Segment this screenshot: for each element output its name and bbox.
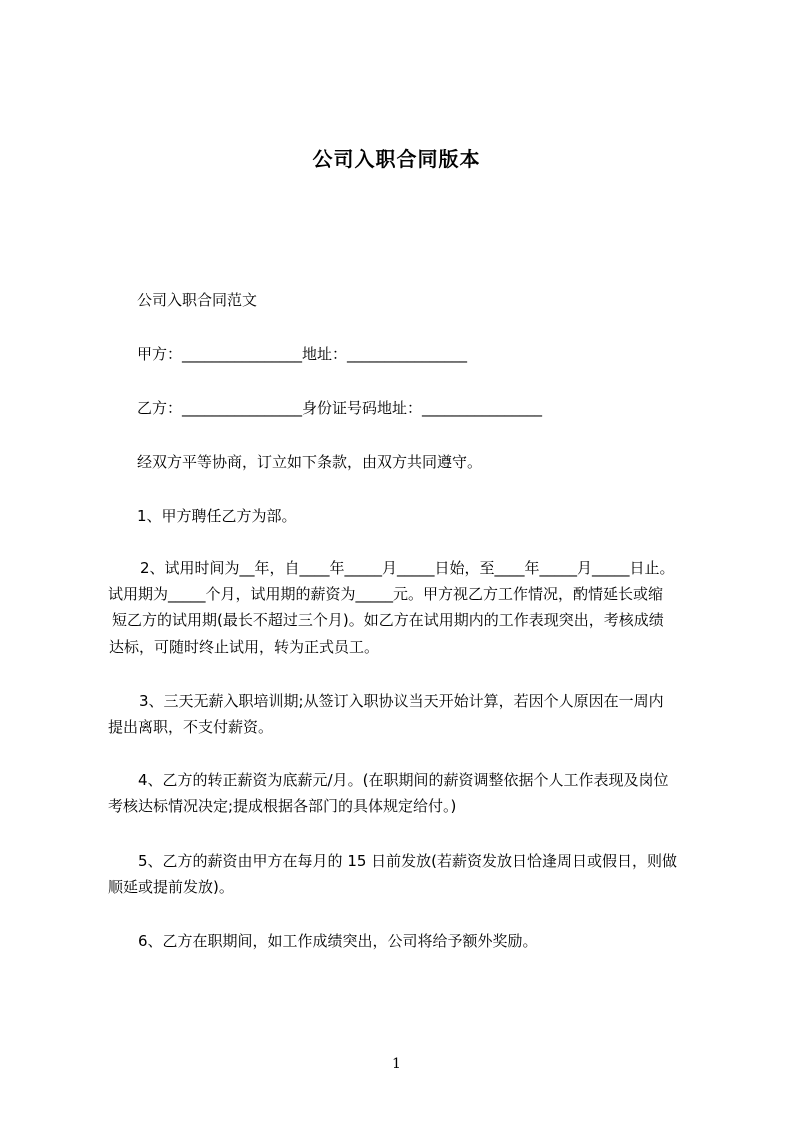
party-b-line: 乙方：________________身份证号码地址：________________ — [137, 399, 543, 417]
clause-5-line-1: 5、乙方的薪资由甲方在每月的 15 日前发放(若薪资发放日恰逢周日或假日，则做 — [138, 852, 678, 870]
clause-2-line-3: 短乙方的试用期(最长不超过三个月)。如乙方在试用期内的工作表现突出，考核成绩 — [112, 611, 664, 629]
clause-5-line-2: 顺延或提前发放)。 — [108, 878, 234, 896]
clause-2-line-4: 达标，可随时终止试用，转为正式员工。 — [109, 638, 380, 656]
party-a-line: 甲方：________________地址：________________ — [137, 345, 468, 363]
clause-3-line-2: 提出离职，不支付薪资。 — [108, 718, 274, 736]
preamble-line: 经双方平等协商，订立如下条款，由双方共同遵守。 — [137, 453, 483, 471]
clause-2-line-1: 2、试用时间为__年，自____年_____月_____日始，至____年_____月_____日止。 — [140, 559, 675, 577]
clause-4-line-1: 4、乙方的转正薪资为底薪元/月。(在职期间的薪资调整依据个人工作表现及岗位 — [138, 771, 669, 789]
document-title: 公司入职合同版本 — [312, 147, 481, 171]
page-number: 1 — [392, 1056, 401, 1072]
clause-2-line-2: 试用期为_____个月，试用期的薪资为_____元。甲方视乙方工作情况，酌情延长或缩 — [108, 585, 664, 603]
clause-6: 6、乙方在职期间，如工作成绩突出，公司将给予额外奖励。 — [138, 932, 538, 950]
clause-3-line-1: 3、三天无薪入职培训期;从签订入职协议当天开始计算，若因个人原因在一周内 — [139, 692, 664, 710]
clause-1: 1、甲方聘任乙方为部。 — [137, 507, 297, 525]
clause-4-line-2: 考核达标情况决定;提成根据各部门的具体规定给付。) — [108, 797, 457, 815]
subtitle-line: 公司入职合同范文 — [137, 291, 258, 309]
